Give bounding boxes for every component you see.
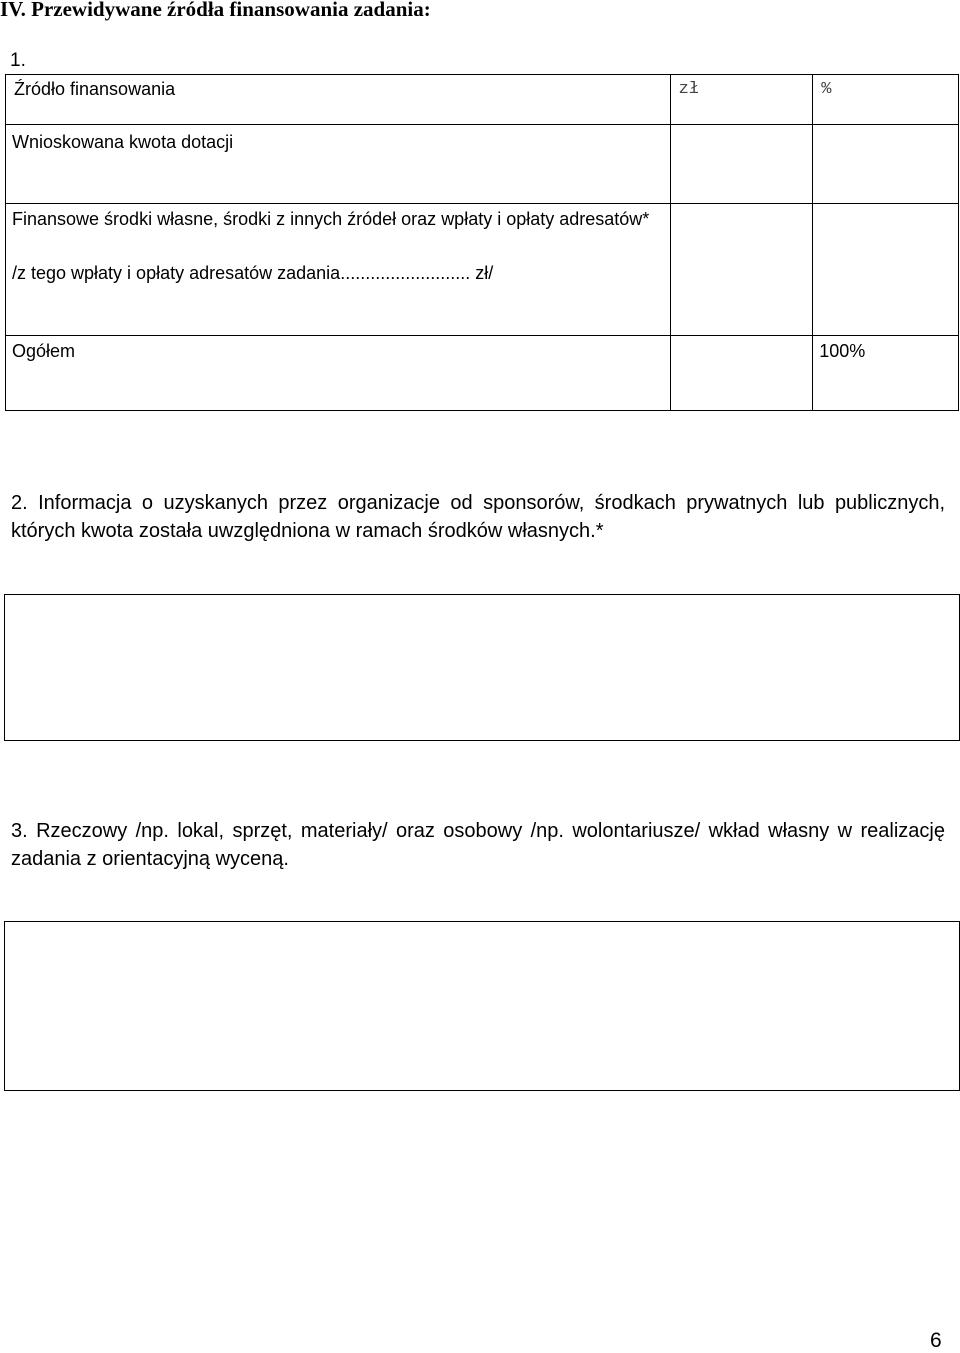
grant-zl-field[interactable]	[670, 125, 813, 204]
grant-label: Wnioskowana kwota dotacji	[12, 132, 234, 152]
header-source-label: Źródło finansowania	[14, 79, 176, 99]
sponsors-info-box[interactable]	[4, 594, 960, 741]
header-zl-label: zł	[678, 80, 699, 99]
own-funds-note: /z tego wpłaty i opłaty adresatów zadania.......................... zł/	[12, 263, 494, 283]
grant-label-cell	[6, 125, 671, 204]
total-pct-cell	[813, 336, 959, 411]
grant-pct-field[interactable]	[813, 125, 959, 204]
table-header-row	[6, 75, 959, 125]
total-zl-field[interactable]	[670, 336, 813, 411]
table-row-grant	[6, 125, 959, 204]
total-label-cell	[6, 336, 671, 411]
header-pct-label: %	[821, 80, 832, 99]
own-funds-label-cell	[6, 204, 671, 336]
total-pct-value: 100%	[819, 341, 866, 361]
own-funds-zl-field[interactable]	[670, 204, 813, 336]
total-label: Ogółem	[12, 341, 76, 361]
item2-text: 2. Informacja o uzyskanych przez organizacje od sponsorów, środkach prywatnych lub publicznych, których kwota została uwzględniona w ramach środków własnych.*	[11, 492, 945, 542]
header-zl-cell	[670, 75, 813, 125]
header-pct-cell	[813, 75, 959, 125]
table-row-own-funds	[6, 204, 959, 336]
item1-number: 1.	[10, 50, 26, 71]
header-source-cell	[6, 75, 671, 125]
own-funds-label: Finansowe środki własne, środki z innych źródeł oraz wpłaty i opłaty adresatów*	[12, 209, 650, 229]
own-funds-pct-field[interactable]	[813, 204, 959, 336]
in-kind-contribution-box[interactable]	[4, 921, 960, 1091]
item3-text: 3. Rzeczowy /np. lokal, sprzęt, materiały/ oraz osobowy /np. wolontariusze/ wkład własny w realizację zadania z orientacyjną wyceną.	[11, 820, 945, 870]
table-row-total	[6, 336, 959, 411]
section-title: IV. Przewidywane źródła finansowania zadania:	[0, 0, 431, 21]
financing-table	[5, 74, 959, 411]
page-number: 6	[930, 1329, 942, 1352]
